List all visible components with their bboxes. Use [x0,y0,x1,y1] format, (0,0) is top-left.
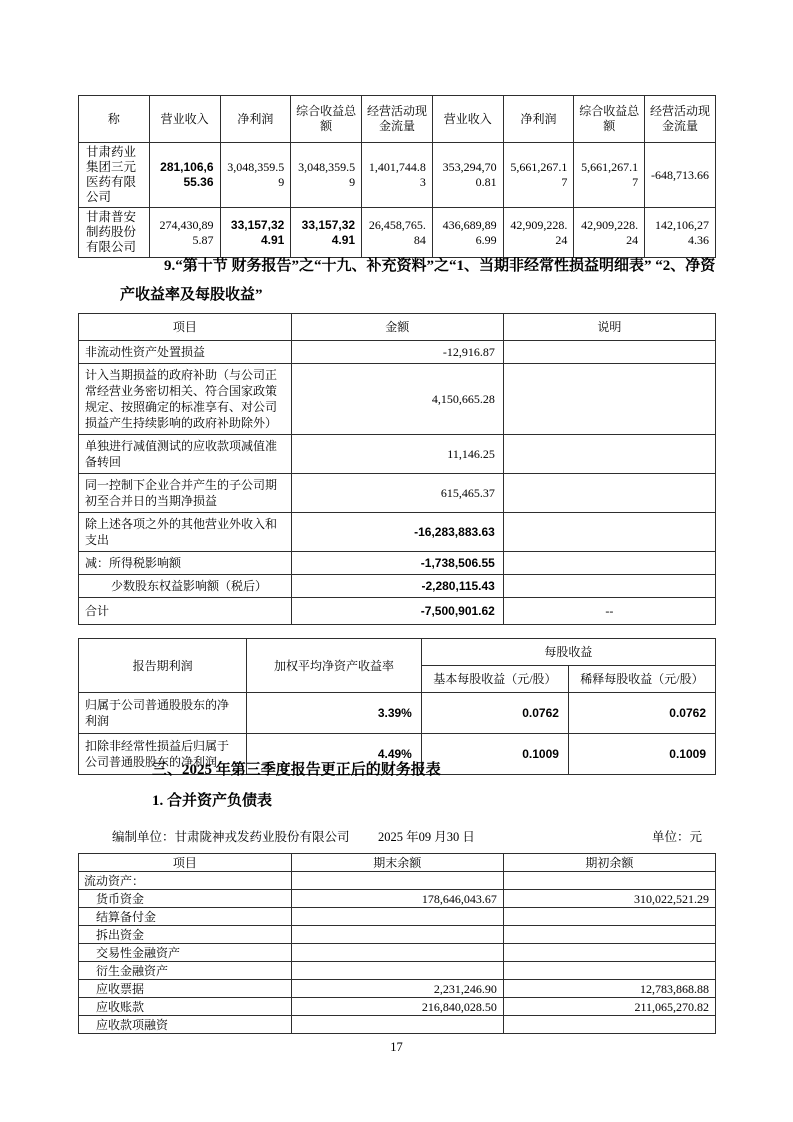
column-header: 期末余额 [291,854,503,872]
amount-value [291,962,503,980]
item-label: 非流动性资产处置损益 [79,341,292,364]
balance-sheet-table [78,853,716,1034]
column-header: 净利润 [503,96,574,143]
column-header: 期初余额 [503,854,715,872]
amount-value [503,926,715,944]
column-header: 稀释每股收益（元/股） [568,666,715,693]
table-row [79,926,716,944]
table-row [79,998,716,1016]
table-row [79,341,716,364]
table-row [79,143,716,208]
column-header: 加权平均净资产收益率 [247,639,422,693]
amount-value: 1,401,744.83 [362,143,433,208]
note-value [503,552,715,575]
note-value [503,513,715,552]
column-header: 项目 [79,854,292,872]
item-label: 交易性金融资产 [79,944,292,962]
subsidiary-comparison-table [78,95,716,258]
column-header: 综合收益总额 [574,96,645,143]
column-header: 每股收益 [421,639,715,666]
item-label: 归属于公司普通股股东的净利润 [79,693,247,734]
amount-value [291,908,503,926]
table-row [79,980,716,998]
note-value [503,474,715,513]
column-header: 经营活动现金流量 [645,96,716,143]
amount-value [291,926,503,944]
column-header: 综合收益总额 [291,96,362,143]
roe-value: 4.49% [247,734,422,775]
amount-value: 4,150,665.28 [291,364,503,435]
amount-value [291,944,503,962]
item-label: 同一控制下企业合并产生的子公司期初至合并日的当期净损益 [79,474,292,513]
table-row [79,944,716,962]
table-row [79,208,716,258]
column-header: 营业收入 [432,96,503,143]
amount-value: 274,430,895.87 [149,208,220,258]
amount-value: 42,909,228.24 [503,208,574,258]
amount-value: 3,048,359.59 [220,143,291,208]
item-label: 单独进行减值测试的应收款项减值准备转回 [79,435,292,474]
amount-value: 3,048,359.59 [291,143,362,208]
item-label: 少数股东权益影响额（税后） [79,575,292,598]
diluted-eps-value: 0.0762 [568,693,715,734]
table-row [79,1016,716,1034]
amount-value: -12,916.87 [291,341,503,364]
note-value [503,435,715,474]
basic-eps-value: 0.1009 [421,734,568,775]
amount-value [503,872,715,890]
company-name: 甘肃普安制药股份有限公司 [79,208,150,258]
section-3-heading: 三、2025 年第三季度报告更正后的财务报表 [152,762,441,778]
diluted-eps-value: 0.1009 [568,734,715,775]
table-row [79,598,716,625]
amount-value [503,1016,715,1034]
note-value [503,341,715,364]
column-header: 营业收入 [149,96,220,143]
balance-sheet-title: 1. 合并资产负债表 [152,793,273,809]
amount-value: 26,458,765.84 [362,208,433,258]
amount-value: 5,661,267.17 [503,143,574,208]
table-header-row [79,854,716,872]
table-row [79,962,716,980]
table-row [79,435,716,474]
amount-value: 33,157,324.91 [291,208,362,258]
amount-value: -2,280,115.43 [291,575,503,598]
item-label: 应收账款 [79,998,292,1016]
amount-value [503,944,715,962]
report-date: 2025 年09 月30 日 [378,830,475,844]
column-header: 经营活动现金流量 [362,96,433,143]
item-label: 应收款项融资 [79,1016,292,1034]
section-9-heading: 9.“第十节 财务报告”之“十九、补充资料”之“1、当期非经常性损益明细表” “2、净资产收益率及每股收益” [120,258,716,303]
amount-value: 142,106,274.36 [645,208,716,258]
item-label: 计入当期损益的政府补助（与公司正常经营业务密切相关、符合国家政策规定、按照确定的标准享有、对公司损益产生持续影响的政府补助除外） [79,364,292,435]
item-label: 减：所得税影响额 [79,552,292,575]
table-row [79,474,716,513]
item-label: 流动资产： [79,872,292,890]
amount-value [291,872,503,890]
amount-value: 33,157,324.91 [220,208,291,258]
amount-value: 216,840,028.50 [291,998,503,1016]
amount-value: -7,500,901.62 [291,598,503,625]
amount-value [503,962,715,980]
table-row [79,575,716,598]
amount-value: 310,022,521.29 [503,890,715,908]
column-header: 项目 [79,314,292,341]
amount-value: 2,231,246.90 [291,980,503,998]
table-row [79,890,716,908]
amount-value [291,1016,503,1034]
table-row [79,908,716,926]
page-number: 17 [390,1040,403,1054]
unit-label: 单位：元 [651,830,702,844]
column-header: 基本每股收益（元/股） [421,666,568,693]
item-label: 除上述各项之外的其他营业外收入和支出 [79,513,292,552]
item-label: 拆出资金 [79,926,292,944]
amount-value [503,908,715,926]
note-value [503,364,715,435]
amount-value: 353,294,700.81 [432,143,503,208]
amount-value: -16,283,883.63 [291,513,503,552]
amount-value: 5,661,267.17 [574,143,645,208]
amount-value: 436,689,896.99 [432,208,503,258]
table-row [79,513,716,552]
amount-value: 178,646,043.67 [291,890,503,908]
table-row [79,872,716,890]
amount-value: 11,146.25 [291,435,503,474]
note-value [503,575,715,598]
amount-value: -648,713.66 [645,143,716,208]
table-header-row [79,639,716,666]
table-row [79,552,716,575]
item-label: 结算备付金 [79,908,292,926]
table-header-row [79,96,716,143]
item-label: 货币资金 [79,890,292,908]
item-label: 应收票据 [79,980,292,998]
item-label: 合计 [79,598,292,625]
item-label: 衍生金融资产 [79,962,292,980]
column-header: 称 [79,96,150,143]
non-recurring-gains-table [78,313,716,625]
note-value: -- [503,598,715,625]
amount-value: 211,065,270.82 [503,998,715,1016]
column-header: 报告期利润 [79,639,247,693]
table-row [79,693,716,734]
column-header: 说明 [503,314,715,341]
column-header: 金额 [291,314,503,341]
eps-roe-table [78,638,716,775]
table-row [79,364,716,435]
roe-value: 3.39% [247,693,422,734]
company-name: 甘肃药业集团三元医药有限公司 [79,143,150,208]
amount-value: 12,783,868.88 [503,980,715,998]
item-label: 扣除非经常性损益后归属于公司普通股股东的净利润 [79,734,247,775]
basic-eps-value: 0.0762 [421,693,568,734]
prepared-by-label: 编制单位：甘肃陇神戎发药业股份有限公司 [112,830,350,844]
table-header-row [79,314,716,341]
amount-value: 615,465.37 [291,474,503,513]
amount-value: -1,738,506.55 [291,552,503,575]
amount-value: 42,909,228.24 [574,208,645,258]
amount-value: 281,106,655.36 [149,143,220,208]
column-header: 净利润 [220,96,291,143]
